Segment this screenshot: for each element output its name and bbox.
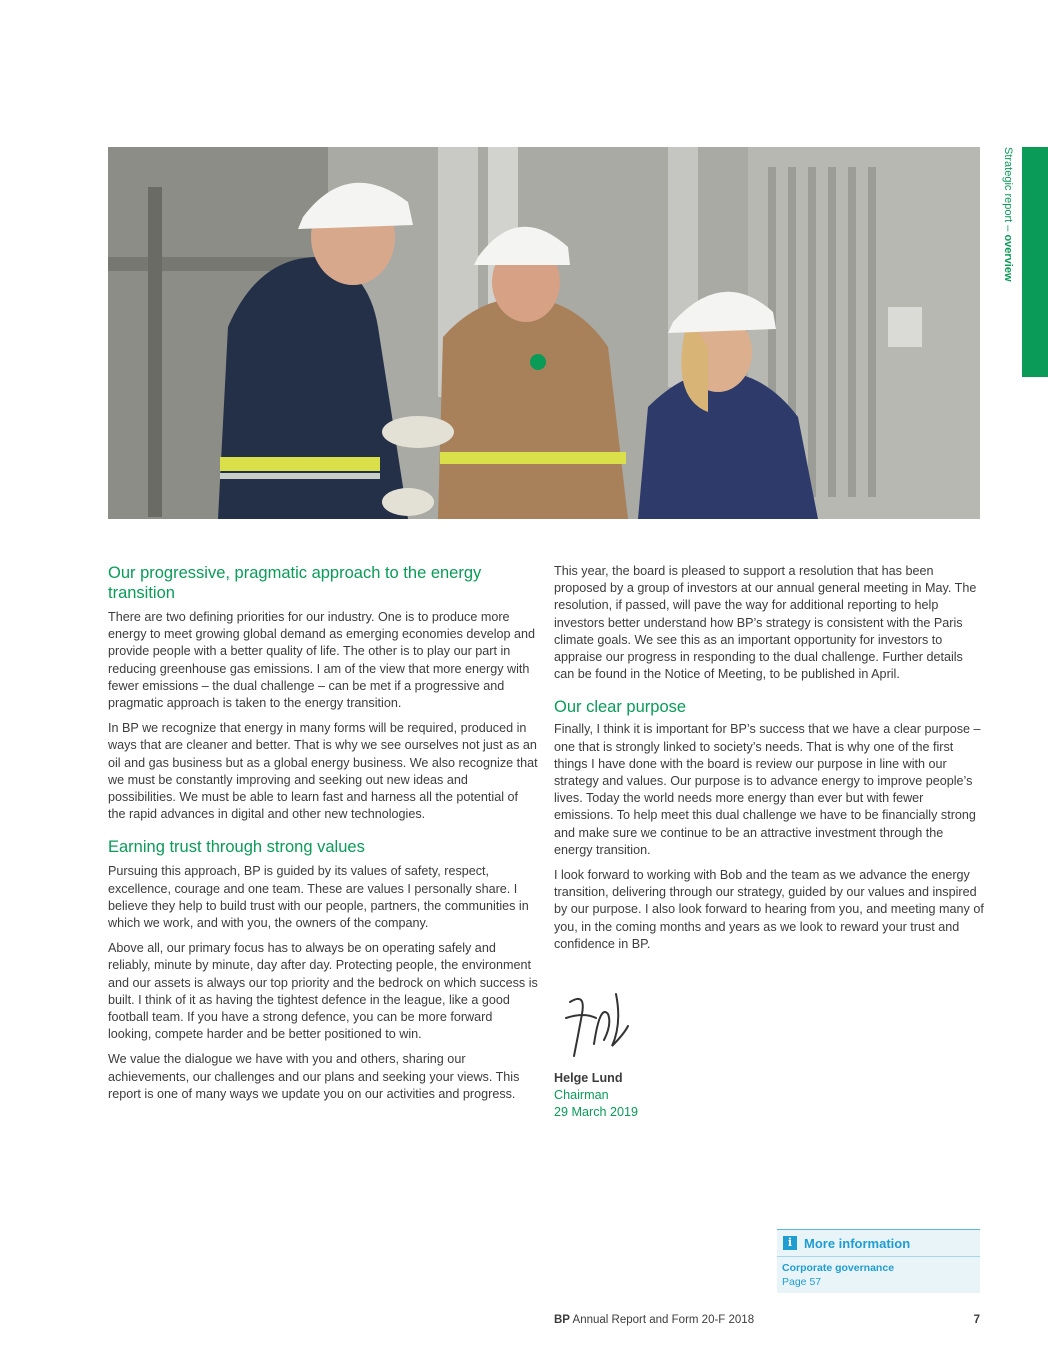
paragraph: I look forward to working with Bob and the team as we advance the energy transition, delivering through our strategy, guided by our values and inspired by our purpose. I also look forward to hearing from you, and meeting many of you, in the coming months and years as we look to reward your trust and confidence in BP. — [554, 868, 984, 951]
footer-brand: BP — [554, 1314, 570, 1326]
link-page[interactable]: Page 57 — [782, 1276, 822, 1288]
more-information-header — [777, 1230, 980, 1257]
signoff-block — [554, 1070, 638, 1122]
more-information-title: More information — [804, 1235, 911, 1251]
heading-strong-values: Earning trust through strong values — [108, 838, 365, 857]
corporate-governance-link[interactable] — [777, 1257, 980, 1289]
section-tab-marker — [1022, 147, 1048, 377]
signoff-date: 29 March 2019 — [554, 1105, 639, 1120]
signatory-name: Helge Lund — [554, 1071, 623, 1085]
hero-photo — [108, 147, 980, 519]
footer-report-title — [554, 1314, 754, 1326]
paragraph: We value the dialogue we have with you and others, sharing our achievements, our challenges and our plans and seeking your views. This report is one of many ways we update you on our activities and progress. — [108, 1052, 520, 1101]
right-column — [554, 563, 984, 953]
side-label-prefix: Strategic report – — [1002, 147, 1014, 235]
chairman-signature — [556, 984, 636, 1064]
heading-clear-purpose: Our clear purpose — [554, 698, 687, 717]
paragraph: Pursuing this approach, BP is guided by its values of safety, respect, excellence, courage and one team. These are values I personally share. I believe they help to build trust with our people, partners, the communities in which we work, and with you, the owners of the company. — [108, 864, 529, 931]
paragraph: Above all, our primary focus has to always be on operating safely and reliably, minute by minute, day after day. Protecting people, the environment and our assets is always our top priority and the bedrock on which success is built. I think of it as having the tightest defence in the league, like a good football team. If you have a strong defence, you can be more forward looking, compete harder and be better positioned to win. — [108, 941, 538, 1042]
heading-energy-transition: Our progressive, pragmatic approach to the energy transition — [108, 564, 482, 602]
paragraph: This year, the board is pleased to support a resolution that has been proposed by a group of investors at our annual general meeting in May. The resolution, if passed, will pave the way for additional reporting to help investors better understand how BP’s strategy is consistent with the Paris climate goals. We see this as an important opportunity for investors to appraise our progress in responding to the dual challenge. Further details can be found in the Notice of Meeting, to be published in April. — [554, 564, 977, 682]
info-icon: i — [783, 1236, 797, 1250]
more-information-box — [777, 1229, 980, 1293]
paragraph: There are two defining priorities for our industry. One is to produce more energy to meet growing global demand as emerging economies develop and provide people with a better quality of life. The other is to play our part in reducing greenhouse gas emissions. I am of the view that more energy with fewer emissions – the dual challenge – can be met if a progressive and pragmatic approach is taken to the energy transition. — [108, 610, 536, 711]
paragraph: In BP we recognize that energy in many forms will be required, produced in ways that are cleaner and better. That is why we see ourselves not just as an oil and gas business but as a global energy business. We also recognize that we must be constantly improving and seeking out new ideas and possibilities. We must be able to learn fast and harness all the potential of the rapid advances in digital and other new technologies. — [108, 721, 538, 822]
left-column — [108, 563, 538, 1103]
page-footer — [554, 1314, 980, 1326]
signatory-role: Chairman — [554, 1088, 609, 1103]
link-title[interactable]: Corporate governance — [782, 1262, 895, 1274]
refinery-workers-photo — [108, 147, 980, 519]
footer-report-name: Annual Report and Form 20-F 2018 — [569, 1314, 755, 1326]
page-number: 7 — [973, 1314, 980, 1326]
paragraph: Finally, I think it is important for BP’s success that we have a clear purpose – one that is strongly linked to society’s needs. That is why one of the first things I have done with the board is review our purpose in line with our strategy and values. Our purpose is to advance energy to improve people’s lives. Today the world needs more energy than ever but with fewer emissions. To help meet this dual challenge we have to be financially strong and make sure we continue to be an attractive investment through the energy transition. — [554, 722, 981, 857]
side-label-section: overview — [1002, 234, 1014, 282]
section-side-label — [1000, 147, 1016, 297]
